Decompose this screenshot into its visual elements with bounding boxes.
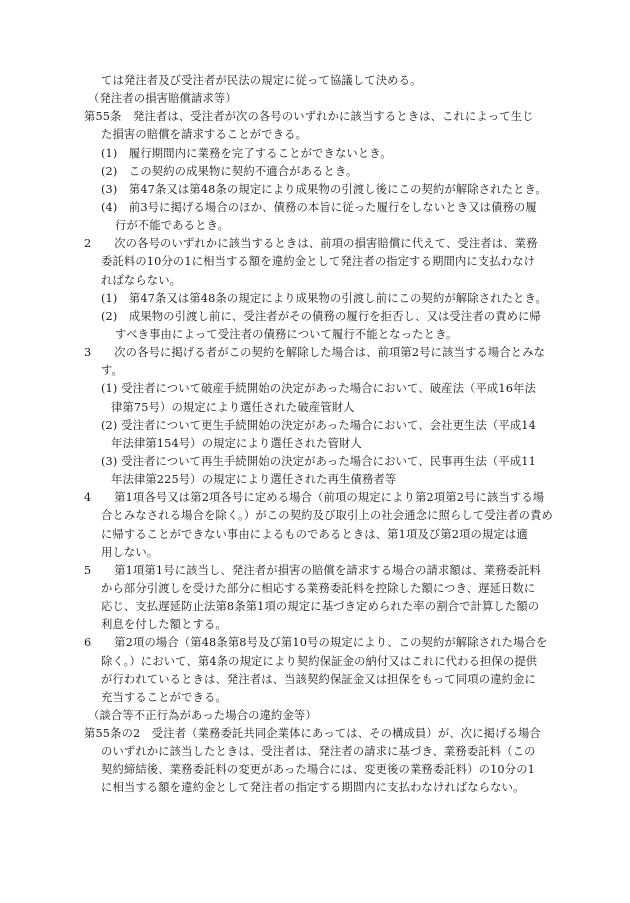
text-line: た損害の賠償を請求することができる。 [101,128,308,142]
text-line: ればならない。 [101,273,182,287]
list-item: (1) 受注者について破産手続開始の決定があった場合において、破産法（平成16年法 [101,382,536,396]
text-line: 用しない。 [101,545,159,559]
text-line: 年法律第225号）の規定により選任された再生債務者等 [111,473,397,487]
article-line: 第55条 発注者は、受注者が次の各号のいずれかに該当するときは、これによって生じ [84,110,534,124]
list-item: (4) 前3号に掲げる場合のほか、債務の本旨に従った履行をしないとき又は債務の履 [101,200,537,214]
document-page [0,72,630,798]
text-line: 年法律第154号）の規定により選任された管財人 [111,436,362,450]
text-line: に相当する額を違約金として発注者の指定する期間内に支払わなければならない。 [101,781,525,795]
section-heading: （発注者の損害賠償請求等） [88,92,237,106]
list-item: (1) 第47条又は第48条の規定により成果物の引渡し前にこの契約が解除されたとき。 [101,291,547,305]
article-line: 第55条の2 受注者（業務委託共同企業体にあっては、その構成員）が、次に掲げる場合 [84,727,541,741]
text-line: 委託料の10分の1に相当する額を違約金として発注者の指定する期間内に支払わなけ [101,255,536,269]
text-line: 除く。）において、第4条の規定により契約保証金の納付又はこれに代わる担保の提供 [101,654,538,668]
list-item: (3) 第47条又は第48条の規定により成果物の引渡し後にこの契約が解除されたとき。 [101,182,547,196]
text-line: 充当することができる。 [101,690,227,704]
paragraph-line: 5 第1項第1号に該当し、発注者が損害の賠償を請求する場合の請求額は、業務委託料 [84,563,541,577]
text-line: 契約締結後、業務委託料の変更があった場合には、変更後の業務委託料）の10分の1 [101,763,535,777]
paragraph-line: 4 第1項各号又は第2項各号に定める場合（前項の規定により第2項第2号に該当する場 [84,491,545,505]
text-line: すべき事由によって受注者の債務について履行不能となったとき。 [115,327,458,341]
text-line: が行われているときは、発注者は、当該契約保証金又は担保をもって同項の違約金に [101,672,536,686]
text-line: に帰することができない事由によるものであるときは、第1項及び第2項の規定は適 [101,527,528,541]
text-line: 律第75号）の規定により選任された破産管財人 [111,400,355,414]
text-line: 合とみなされる場合を除く。）がこの契約及び取引上の社会通念に照らして受注者の責め [101,509,554,523]
text-line: 応じ、支払遅延防止法第8条第1項の規定に基づき定められた率の割合で計算した額の [101,600,540,614]
text-line: ては発注者及び受注者が民法の規定に従って協議して決める。 [101,74,422,87]
text-line: 利息を付した額とする。 [101,618,227,632]
paragraph-line: 2 次の各号のいずれかに該当するときは、前項の損害賠償に代えて、受注者は、業務 [84,237,538,251]
list-item: (2) 受注者について更生手続開始の決定があった場合において、会社更生法（平成14 [101,418,536,432]
paragraph-line: 3 次の各号に掲げる者がこの契約を解除した場合は、前項第2号に該当する場合とみな [84,346,546,360]
list-item: (2) 成果物の引渡し前に、受注者がその債務の履行を拒否し、又は受注者の責めに帰 [101,309,541,323]
paragraph-line: 6 第2項の場合（第48条第8号及び第10号の規定により、この契約が解除された場合を [84,636,548,650]
section-heading: （談合等不正行為があった場合の違約金等） [88,708,317,722]
list-item: (2) この契約の成果物に契約不適合があるとき。 [101,164,358,178]
text-line: から部分引渡しを受けた部分に相応する業務委託料を控除した額につき、遅延日数に [101,581,536,595]
list-item: (3) 受注者について再生手続開始の決定があった場合において、民事再生法（平成11 [101,454,536,468]
list-item: (1) 履行期間内に業務を完了することができないとき。 [101,146,392,160]
text-line: す。 [101,364,123,378]
text-line: のいずれかに該当したときは、受注者は、発注者の請求に基づき、業務委託料（この [101,745,536,759]
text-line: 行が不能であるとき。 [115,219,230,233]
